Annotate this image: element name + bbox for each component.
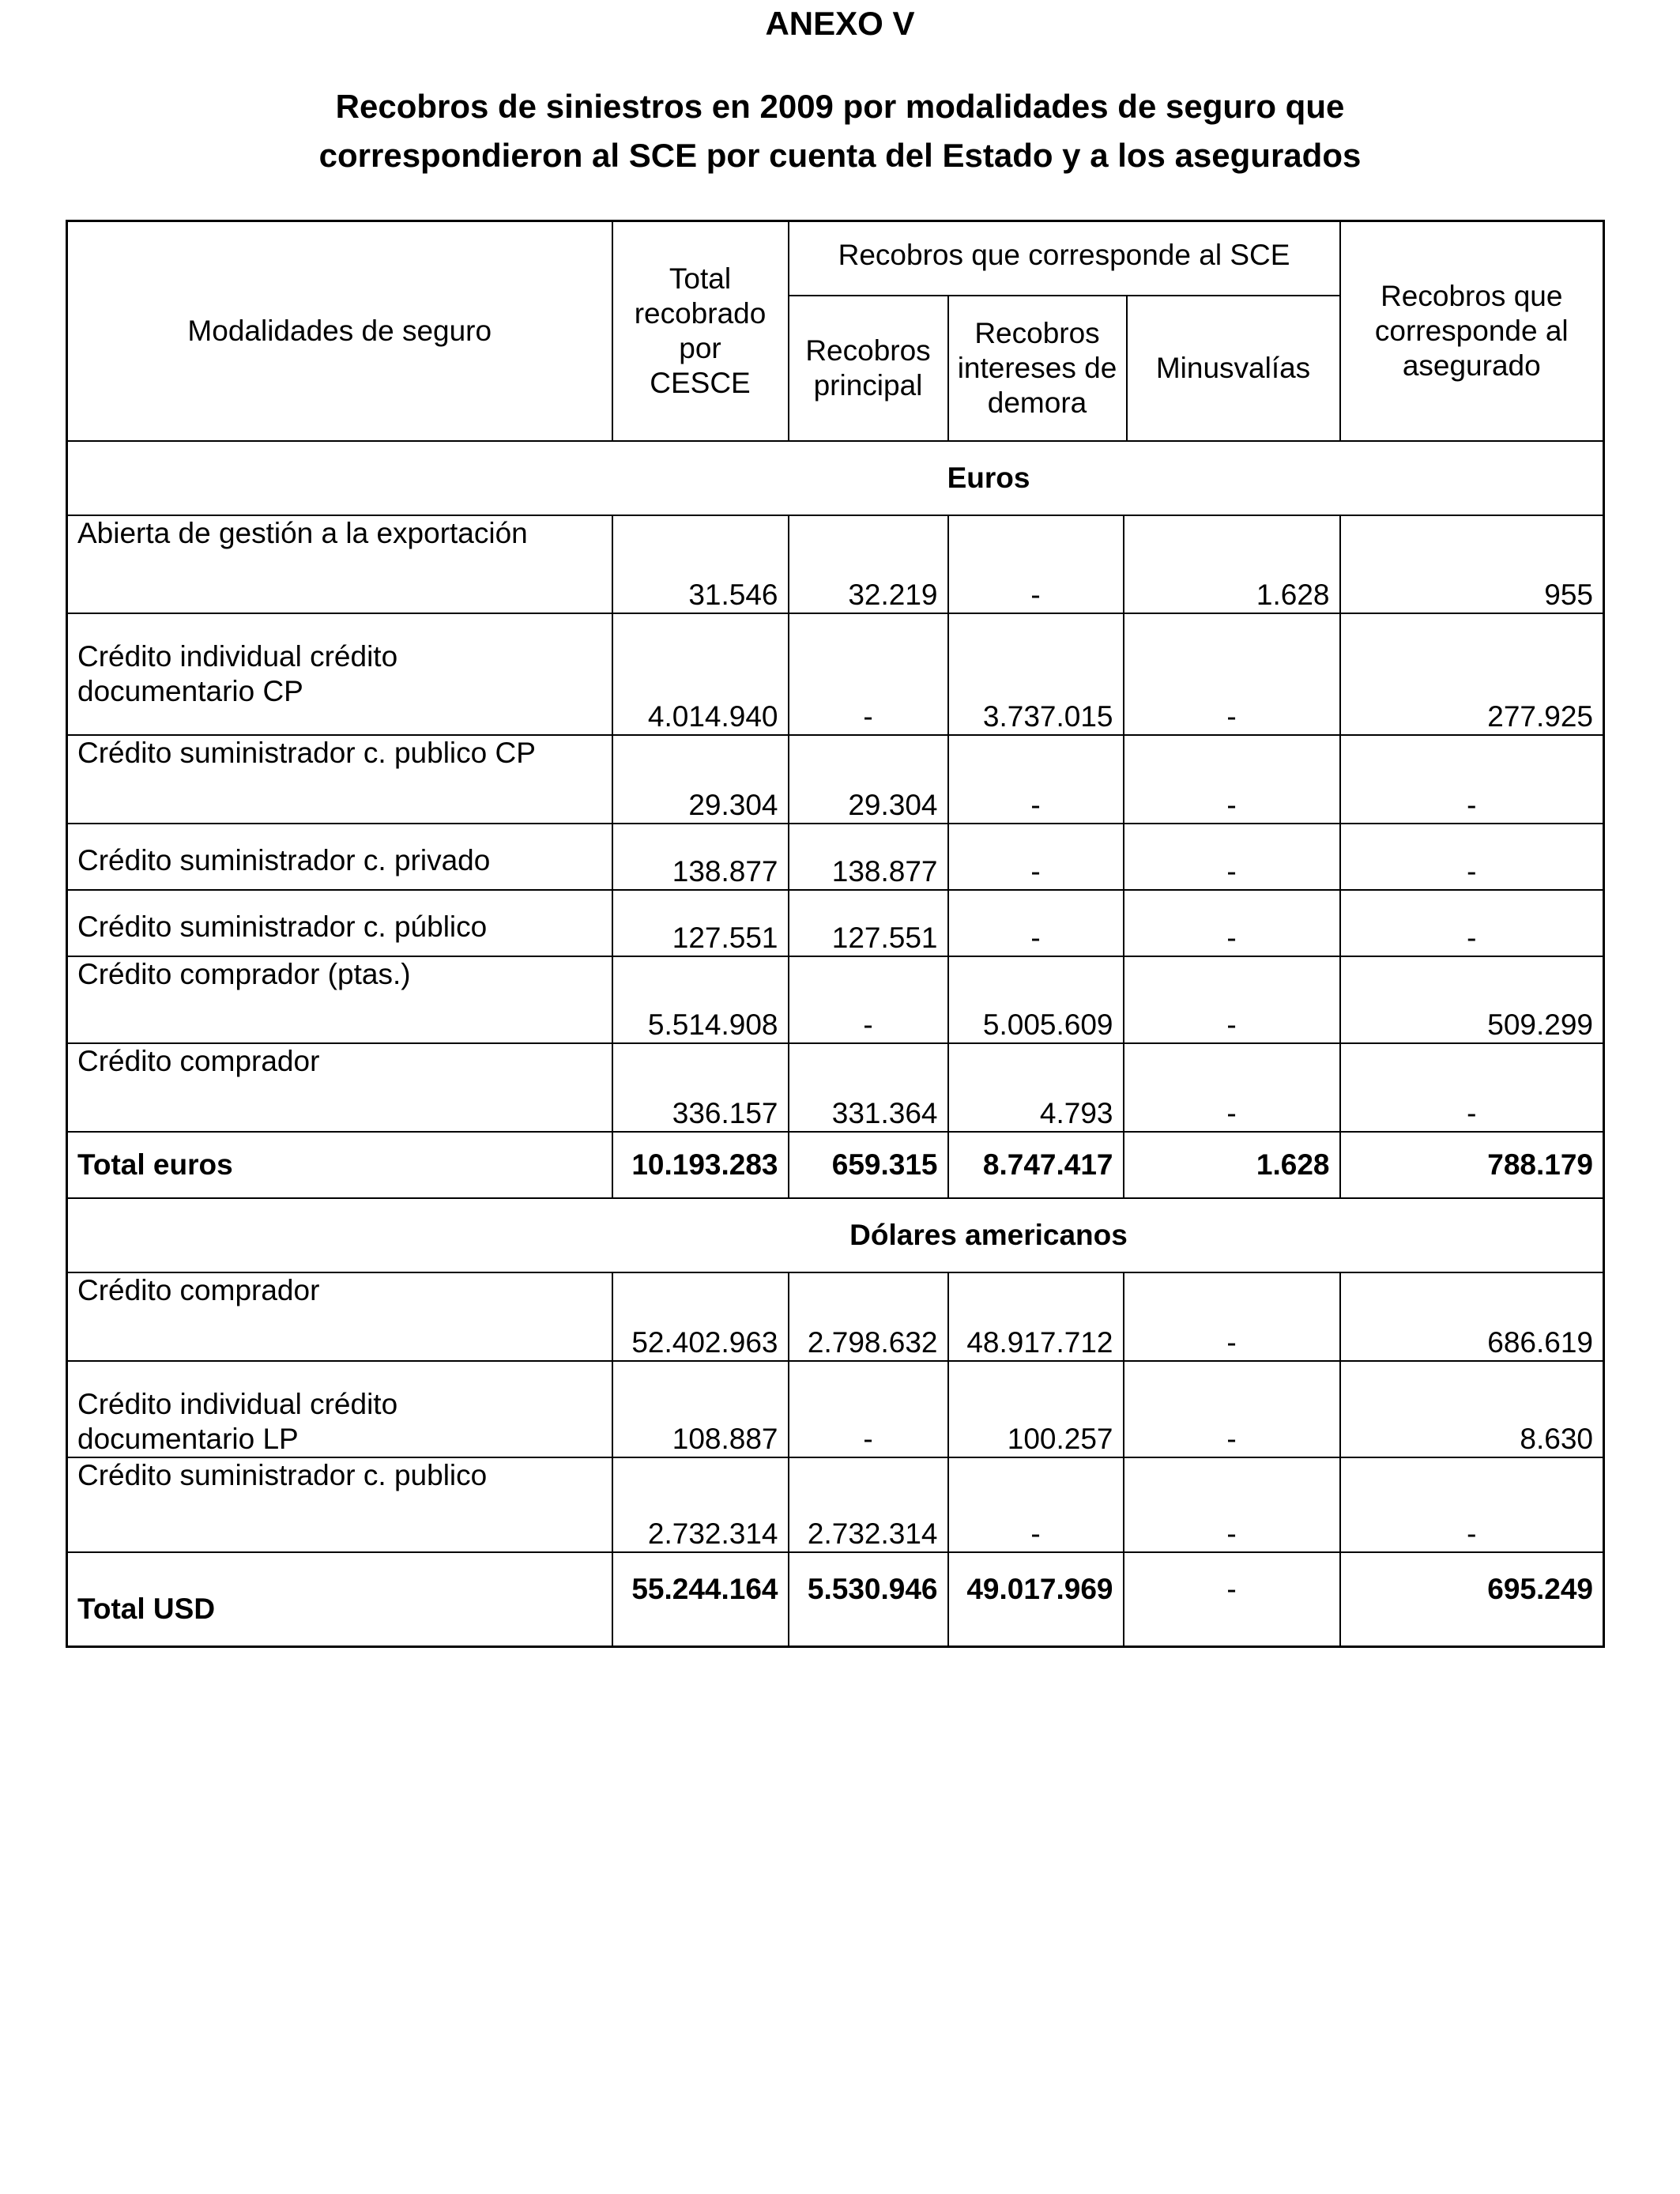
document-title bbox=[0, 82, 1680, 180]
row-label: Crédito comprador (ptas.) bbox=[67, 956, 612, 1043]
table-row bbox=[67, 890, 1604, 956]
cell-value: - bbox=[789, 956, 948, 1043]
total-value: 788.179 bbox=[1340, 1132, 1604, 1198]
annex-title: ANEXO V bbox=[765, 5, 915, 42]
cell-value: 509.299 bbox=[1340, 956, 1604, 1043]
row-label: Crédito comprador bbox=[67, 1043, 612, 1132]
header-principal: Recobros principal bbox=[789, 296, 948, 441]
cell-value: - bbox=[1340, 890, 1604, 956]
cell-value: - bbox=[1340, 735, 1604, 824]
currency-label: Euros bbox=[67, 441, 1604, 515]
cell-value: - bbox=[948, 735, 1124, 824]
row-label: Crédito suministrador c. publico CP bbox=[67, 735, 612, 824]
total-value: 1.628 bbox=[1124, 1132, 1340, 1198]
row-label: Crédito suministrador c. privado bbox=[67, 824, 612, 890]
total-value: 10.193.283 bbox=[612, 1132, 789, 1198]
total-value: 5.530.946 bbox=[789, 1552, 948, 1647]
recobros-table bbox=[66, 220, 1605, 1648]
cell-value: - bbox=[1340, 1043, 1604, 1132]
table-row bbox=[67, 613, 1604, 735]
cell-value: - bbox=[1124, 735, 1340, 824]
cell-value: 1.628 bbox=[1124, 515, 1340, 613]
cell-value: 138.877 bbox=[612, 824, 789, 890]
table-row bbox=[67, 515, 1604, 613]
header-intereses: Recobros intereses de demora bbox=[949, 296, 1128, 440]
cell-value: 277.925 bbox=[1340, 613, 1604, 735]
cell-value: 4.014.940 bbox=[612, 613, 789, 735]
header-modalidades: Modalidades de seguro bbox=[67, 221, 612, 441]
cell-value: 29.304 bbox=[612, 735, 789, 824]
cell-value: - bbox=[948, 890, 1124, 956]
cell-value: - bbox=[1124, 824, 1340, 890]
cell-value: - bbox=[1124, 1457, 1340, 1552]
cell-value: 127.551 bbox=[612, 890, 789, 956]
cell-value: 108.887 bbox=[612, 1361, 789, 1457]
cell-value: 52.402.963 bbox=[612, 1272, 789, 1361]
cell-value: - bbox=[1340, 1457, 1604, 1552]
row-label: Crédito suministrador c. público bbox=[67, 890, 612, 956]
cell-value: - bbox=[1124, 1361, 1340, 1457]
row-label: Crédito suministrador c. publico bbox=[67, 1457, 612, 1552]
row-label: Abierta de gestión a la exportación bbox=[67, 515, 612, 613]
cell-value: 4.793 bbox=[948, 1043, 1124, 1132]
total-row bbox=[67, 1132, 1604, 1198]
cell-value: - bbox=[1124, 1272, 1340, 1361]
total-row bbox=[67, 1552, 1604, 1647]
section-header-row bbox=[67, 441, 1604, 515]
cell-value: 5.005.609 bbox=[948, 956, 1124, 1043]
cell-value: 138.877 bbox=[789, 824, 948, 890]
cell-value: - bbox=[948, 515, 1124, 613]
cell-value: 5.514.908 bbox=[612, 956, 789, 1043]
currency-label: Dólares americanos bbox=[67, 1198, 1604, 1272]
total-value: 55.244.164 bbox=[612, 1552, 789, 1647]
cell-value: 29.304 bbox=[789, 735, 948, 824]
header-asegurado: Recobros que corresponde al asegurado bbox=[1340, 221, 1604, 441]
total-value: - bbox=[1124, 1552, 1340, 1647]
cell-value: - bbox=[1124, 1043, 1340, 1132]
cell-value: 31.546 bbox=[612, 515, 789, 613]
header-total-recobrado: Total recobrado por CESCE bbox=[612, 221, 789, 441]
row-label: Crédito individual crédito documentario CP bbox=[67, 613, 612, 735]
table-row bbox=[67, 824, 1604, 890]
total-value: 8.747.417 bbox=[948, 1132, 1124, 1198]
cell-value: - bbox=[789, 1361, 948, 1457]
cell-value: - bbox=[948, 824, 1124, 890]
cell-value: 2.798.632 bbox=[789, 1272, 948, 1361]
total-label: Total USD bbox=[67, 1552, 612, 1647]
cell-value: 686.619 bbox=[1340, 1272, 1604, 1361]
cell-value: 100.257 bbox=[948, 1361, 1124, 1457]
table-row bbox=[67, 1457, 1604, 1552]
cell-value: 955 bbox=[1340, 515, 1604, 613]
header-intereses-minusvalias bbox=[948, 296, 1340, 441]
cell-value: - bbox=[1340, 824, 1604, 890]
table-row bbox=[67, 956, 1604, 1043]
cell-value: 2.732.314 bbox=[789, 1457, 948, 1552]
row-label: Crédito comprador bbox=[67, 1272, 612, 1361]
cell-value: 32.219 bbox=[789, 515, 948, 613]
cell-value: 48.917.712 bbox=[948, 1272, 1124, 1361]
title-line-1: Recobros de siniestros en 2009 por modalidades de seguro que bbox=[335, 88, 1345, 125]
total-value: 695.249 bbox=[1340, 1552, 1604, 1647]
cell-value: - bbox=[789, 613, 948, 735]
cell-value: - bbox=[1124, 890, 1340, 956]
header-minusvalias: Minusvalías bbox=[1155, 351, 1311, 384]
total-value: 49.017.969 bbox=[948, 1552, 1124, 1647]
total-value: 659.315 bbox=[789, 1132, 948, 1198]
total-label: Total euros bbox=[67, 1132, 612, 1198]
table-row bbox=[67, 1043, 1604, 1132]
cell-value: 3.737.015 bbox=[948, 613, 1124, 735]
section-header-row bbox=[67, 1198, 1604, 1272]
cell-value: 331.364 bbox=[789, 1043, 948, 1132]
table-row bbox=[67, 735, 1604, 824]
cell-value: - bbox=[948, 1457, 1124, 1552]
table-body bbox=[67, 441, 1604, 1647]
cell-value: 127.551 bbox=[789, 890, 948, 956]
cell-value: - bbox=[1124, 613, 1340, 735]
row-label: Crédito individual crédito documentario LP bbox=[67, 1361, 612, 1457]
cell-value: 2.732.314 bbox=[612, 1457, 789, 1552]
header-sce-group: Recobros que corresponde al SCE bbox=[789, 221, 1340, 296]
cell-value: 336.157 bbox=[612, 1043, 789, 1132]
cell-value: - bbox=[1124, 956, 1340, 1043]
title-line-2: correspondieron al SCE por cuenta del Estado y a los asegurados bbox=[318, 137, 1362, 174]
table-row bbox=[67, 1272, 1604, 1361]
cell-value: 8.630 bbox=[1340, 1361, 1604, 1457]
table-row bbox=[67, 1361, 1604, 1457]
table-header bbox=[67, 221, 1604, 441]
